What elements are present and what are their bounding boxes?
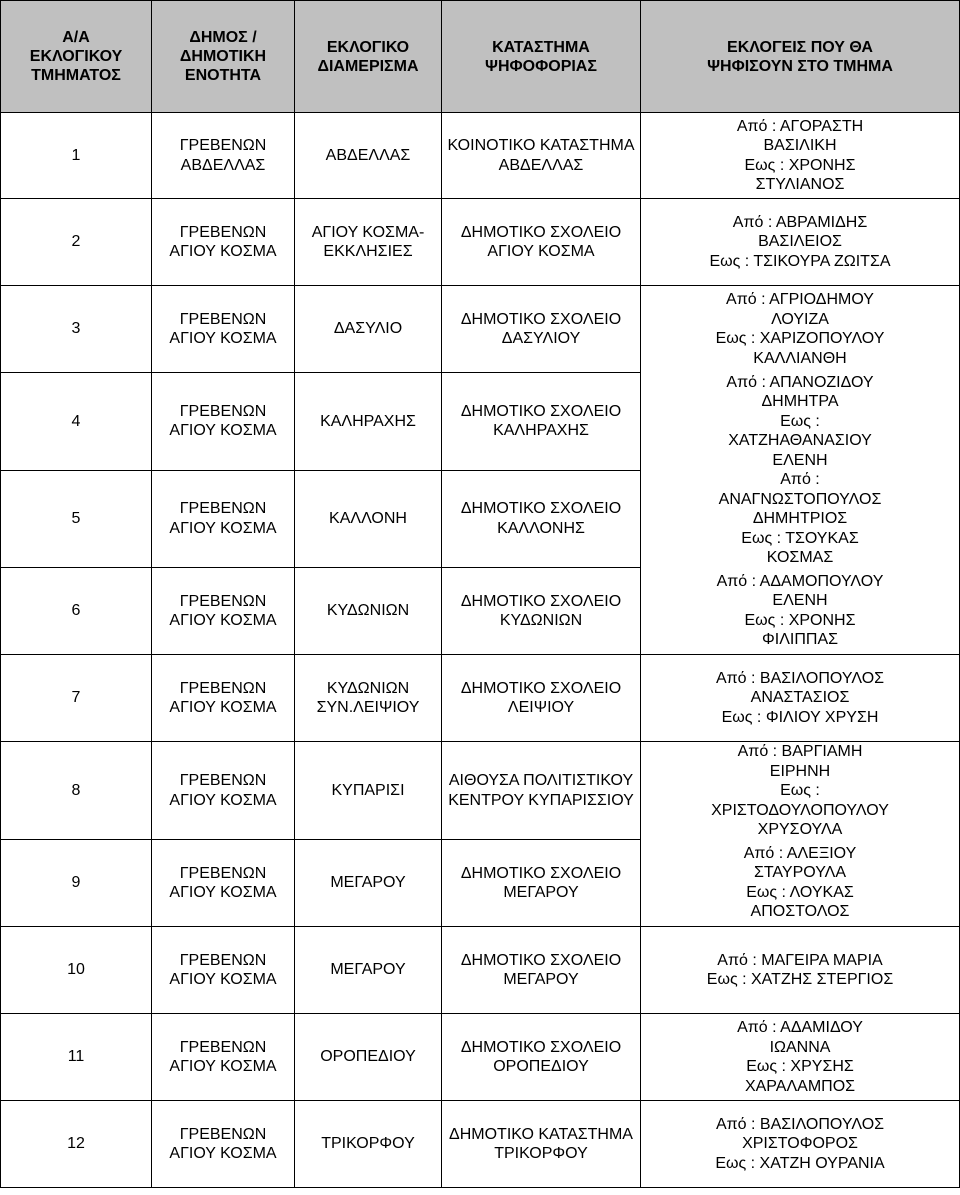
eklogeis-cell	[641, 373, 960, 471]
eklogeis-cell	[641, 742, 960, 840]
cell-line: ΕΚΚΛΗΣΙΕΣ	[323, 243, 413, 260]
cell-line: Εως : ΧΑΤΖΗΣ ΣΤΕΡΓΙΟΣ	[706, 971, 894, 988]
cell-line: ΑΙΘΟΥΣΑ ΠΟΛΙΤΙΣΤΙΚΟΥ	[448, 772, 634, 789]
cell-line: ΓΡΕΒΕΝΩΝ	[179, 137, 267, 154]
cell-line: ΑΓΙΟΥ ΚΟΣΜΑ	[169, 791, 277, 809]
cell-line: ΓΡΕΒΕΝΩΝ	[179, 1038, 267, 1056]
diamerisma-cell	[295, 742, 442, 840]
cell-line: ΔΗΜΟΤΙΚΟ ΣΧΟΛΕΙΟ	[460, 864, 622, 882]
cell-line: ΒΑΣΙΛΙΚΗ	[763, 137, 837, 154]
cell-line: Εως : ΛΟΥΚΑΣ	[746, 883, 854, 901]
dimos-cell	[152, 840, 295, 927]
cell-line: ΦΙΛΙΠΠΑΣ	[761, 631, 838, 649]
header-line: ΔΗΜΟΤΙΚΗ	[179, 48, 267, 65]
cell-line: ΔΗΜΟΤΙΚΟ ΣΧΟΛΕΙΟ	[460, 402, 622, 420]
cell-line: ΓΡΕΒΕΝΩΝ	[179, 310, 267, 328]
diamerisma-cell	[295, 286, 442, 373]
dimos-cell	[152, 373, 295, 471]
cell-line: ΑΓΙΟΥ ΚΟΣΜΑ	[169, 971, 277, 988]
cell-line: Εως : ΧΡΟΝΗΣ	[744, 156, 856, 174]
row-number: 5	[1, 470, 152, 568]
diamerisma-cell	[295, 373, 442, 471]
dimos-cell	[152, 655, 295, 742]
cell-line: Εως :	[780, 412, 820, 430]
cell-line: ΣΤΑΥΡΟΥΛΑ	[753, 864, 847, 882]
header-line: ΕΚΛΟΓΕΙΣ ΠΟΥ ΘΑ	[727, 38, 873, 56]
cell-line: ΓΡΕΒΕΝΩΝ	[179, 864, 267, 882]
dimos-cell	[152, 742, 295, 840]
cell-line: ΑΒΔΕΛΛΑΣ	[325, 146, 411, 164]
cell-line: ΔΗΜΟΤΙΚΟ ΣΧΟΛΕΙΟ	[460, 951, 622, 969]
cell-line: ΜΕΓΑΡΟΥ	[503, 884, 579, 901]
cell-line: ΚΥΔΩΝΙΩΝ	[326, 679, 410, 697]
dimos-cell	[152, 927, 295, 1014]
diamerisma-cell	[295, 1101, 442, 1188]
cell-line: ΚΥΠΑΡΙΣΙ	[331, 781, 405, 799]
cell-line: Εως : ΧΑΡΙΖΟΠΟΥΛΟΥ	[715, 330, 885, 348]
cell-line: ΒΑΣΙΛΕΙΟΣ	[758, 233, 842, 251]
row-number: 1	[1, 113, 152, 199]
header-dimos	[152, 1, 295, 113]
cell-line: Από : ΑΓΡΙΟΔΗΜΟΥ	[726, 291, 874, 309]
cell-line: ΑΓΙΟΥ ΚΟΣΜΑ	[169, 330, 277, 347]
header-line: ΕΚΛΟΓΙΚΟΥ	[29, 48, 123, 65]
header-line: ΔΙΑΜΕΡΙΣΜΑ	[317, 57, 419, 75]
header-aa	[1, 1, 152, 113]
cell-line: Από : ΑΠΑΝΟΖΙΔΟΥ	[726, 373, 874, 391]
cell-line: ΓΡΕΒΕΝΩΝ	[179, 1125, 267, 1143]
header-line: ΚΑΤΑΣΤΗΜΑ	[492, 38, 590, 56]
diamerisma-cell	[295, 1014, 442, 1101]
cell-line: Εως : ΤΣΟΥΚΑΣ	[741, 529, 859, 547]
header-line: ΕΝΟΤΗΤΑ	[184, 67, 262, 84]
cell-line: ΕΛΕΝΗ	[772, 451, 828, 469]
cell-line: ΕΛΕΝΗ	[772, 592, 828, 610]
katastima-cell	[442, 199, 641, 286]
header-line: Α/Α	[62, 29, 90, 46]
cell-line: ΚΟΣΜΑΣ	[766, 549, 834, 566]
cell-line: ΚΑΛΛΟΝΗ	[329, 510, 407, 527]
katastima-cell	[442, 373, 641, 471]
cell-line: ΙΩΑΝΝΑ	[769, 1038, 831, 1056]
cell-line: ΟΡΟΠΕΔΙΟΥ	[320, 1048, 416, 1066]
header-line: ΨΗΦΙΣΟΥΝ ΣΤΟ ΤΜΗΜΑ	[707, 57, 893, 75]
row-number: 7	[1, 655, 152, 742]
cell-line: Από : ΑΒΡΑΜΙΔΗΣ	[732, 213, 868, 231]
diamerisma-cell	[295, 927, 442, 1014]
cell-line: ΚΑΛΗΡΑΧΗΣ	[493, 422, 589, 440]
row-number: 9	[1, 840, 152, 927]
katastima-cell	[442, 286, 641, 373]
row-number: 2	[1, 199, 152, 286]
table-row	[1, 1101, 960, 1188]
katastima-cell	[442, 113, 641, 199]
table-row	[1, 1014, 960, 1101]
cell-line: Εως : ΧΡΟΝΗΣ	[744, 611, 856, 629]
table-row	[1, 470, 960, 568]
eklogeis-cell	[641, 199, 960, 286]
table-row	[1, 840, 960, 927]
cell-line: ΓΡΕΒΕΝΩΝ	[179, 592, 267, 610]
cell-line: ΣΤΥΛΙΑΝΟΣ	[755, 176, 845, 193]
cell-line: ΓΡΕΒΕΝΩΝ	[179, 500, 267, 518]
table-row	[1, 373, 960, 471]
diamerisma-cell	[295, 655, 442, 742]
table-row	[1, 113, 960, 199]
cell-line: ΑΝΑΓΝΩΣΤΟΠΟΥΛΟΣ	[718, 490, 882, 508]
cell-line: ΑΓΙΟΥ ΚΟΣΜΑ	[169, 1058, 277, 1075]
katastima-cell	[442, 1014, 641, 1101]
cell-line: ΔΗΜΗΤΡΑ	[761, 393, 839, 410]
row-number: 10	[1, 927, 152, 1014]
row-number: 3	[1, 286, 152, 373]
cell-line: ΑΓΙΟΥ ΚΟΣΜΑ	[169, 699, 277, 716]
eklogeis-cell	[641, 655, 960, 742]
header-line: ΨΗΦΟΦΟΡΙΑΣ	[485, 57, 597, 75]
table-row	[1, 655, 960, 742]
katastima-cell	[442, 470, 641, 568]
table-row	[1, 742, 960, 840]
cell-line: ΤΡΙΚΟΡΦΟΥ	[321, 1135, 415, 1153]
cell-line: ΣΥΝ.ΛΕΙΨΙΟΥ	[316, 699, 420, 716]
cell-line: ΑΓΙΟΥ ΚΟΣΜΑ-	[311, 223, 425, 241]
cell-line: ΧΡΙΣΤΟΦΟΡΟΣ	[742, 1135, 858, 1153]
katastima-cell	[442, 742, 641, 840]
dimos-cell	[152, 113, 295, 199]
header-katastima	[442, 1, 641, 113]
diamerisma-cell	[295, 568, 442, 655]
diamerisma-cell	[295, 113, 442, 199]
dimos-cell	[152, 199, 295, 286]
cell-line: ΚΟΙΝΟΤΙΚΟ ΚΑΤΑΣΤΗΜΑ	[447, 137, 635, 154]
header-diamerisma	[295, 1, 442, 113]
cell-line: ΟΡΟΠΕΔΙΟΥ	[493, 1058, 589, 1075]
dimos-cell	[152, 1014, 295, 1101]
katastima-cell	[442, 927, 641, 1014]
cell-line: ΤΡΙΚΟΡΦΟΥ	[494, 1145, 588, 1162]
cell-line: ΧΡΥΣΟΥΛΑ	[757, 821, 843, 838]
table-row	[1, 199, 960, 286]
cell-line: ΜΕΓΑΡΟΥ	[330, 874, 406, 892]
cell-line: Από : ΜΑΓΕΙΡΑ ΜΑΡΙΑ	[717, 951, 883, 969]
cell-line: ΜΕΓΑΡΟΥ	[330, 961, 406, 979]
cell-line: ΑΝΑΣΤΑΣΙΟΣ	[750, 689, 850, 707]
cell-line: ΔΗΜΗΤΡΙΟΣ	[752, 510, 848, 527]
dimos-cell	[152, 286, 295, 373]
diamerisma-cell	[295, 840, 442, 927]
cell-line: ΧΑΤΖΗΑΘΑΝΑΣΙΟΥ	[728, 432, 872, 449]
dimos-cell	[152, 470, 295, 568]
cell-line: ΚΕΝΤΡΟΥ ΚΥΠΑΡΙΣΣΙΟΥ	[448, 791, 634, 809]
cell-line: ΔΗΜΟΤΙΚΟ ΣΧΟΛΕΙΟ	[460, 592, 622, 610]
cell-line: ΓΡΕΒΕΝΩΝ	[179, 679, 267, 697]
cell-line: ΚΥΔΩΝΙΩΝ	[499, 612, 583, 629]
cell-line: Από : ΑΔΑΜΙΔΟΥ	[737, 1019, 863, 1036]
eklogeis-cell	[641, 286, 960, 373]
row-number: 4	[1, 373, 152, 471]
eklogeis-cell	[641, 840, 960, 927]
cell-line: ΑΓΙΟΥ ΚΟΣΜΑ	[169, 243, 277, 260]
cell-line: ΑΓΙΟΥ ΚΟΣΜΑ	[169, 884, 277, 901]
katastima-cell	[442, 568, 641, 655]
cell-line: ΔΗΜΟΤΙΚΟ ΣΧΟΛΕΙΟ	[460, 679, 622, 697]
cell-line: ΔΗΜΟΤΙΚΟ ΚΑΤΑΣΤΗΜΑ	[449, 1125, 633, 1143]
cell-line: ΔΑΣΥΛΙΟΥ	[501, 330, 581, 347]
cell-line: ΔΑΣΥΛΙΟ	[333, 320, 403, 338]
katastima-cell	[442, 1101, 641, 1188]
cell-line: ΓΡΕΒΕΝΩΝ	[179, 772, 267, 789]
row-number: 6	[1, 568, 152, 655]
diamerisma-cell	[295, 199, 442, 286]
cell-line: Από : ΒΑΣΙΛΟΠΟΥΛΟΣ	[715, 669, 885, 687]
cell-line: ΓΡΕΒΕΝΩΝ	[179, 223, 267, 241]
cell-line: Εως : ΤΣΙΚΟΥΡΑ ΖΩΙΤΣΑ	[709, 252, 891, 270]
cell-line: Από : ΑΔΑΜΟΠΟΥΛΟΥ	[716, 572, 884, 590]
table-row	[1, 286, 960, 373]
eklogeis-cell	[641, 927, 960, 1014]
table-row	[1, 927, 960, 1014]
table-body	[1, 113, 960, 1188]
katastima-cell	[442, 655, 641, 742]
cell-line: ΑΓΙΟΥ ΚΟΣΜΑ	[169, 1145, 277, 1162]
cell-line: ΑΓΙΟΥ ΚΟΣΜΑ	[169, 519, 277, 537]
header-line: ΔΗΜΟΣ /	[189, 29, 257, 46]
dimos-cell	[152, 1101, 295, 1188]
header-line: ΕΚΛΟΓΙΚΟ	[326, 38, 410, 56]
cell-line: Εως : ΧΑΤΖΗ ΟΥΡΑΝΙΑ	[715, 1154, 885, 1172]
cell-line: ΔΗΜΟΤΙΚΟ ΣΧΟΛΕΙΟ	[460, 500, 622, 518]
header-line: ΤΜΗΜΑΤΟΣ	[31, 67, 121, 84]
header-row	[1, 1, 960, 113]
cell-line: ΑΒΔΕΛΛΑΣ	[180, 156, 266, 174]
cell-line: ΚΑΛΛΙΑΝΘΗ	[753, 349, 847, 367]
cell-line: ΓΡΕΒΕΝΩΝ	[179, 951, 267, 969]
cell-line: ΓΡΕΒΕΝΩΝ	[179, 402, 267, 420]
row-number: 8	[1, 742, 152, 840]
cell-line: ΜΕΓΑΡΟΥ	[503, 971, 579, 988]
row-number: 12	[1, 1101, 152, 1188]
row-number: 11	[1, 1014, 152, 1101]
cell-line: ΛΕΙΨΙΟΥ	[507, 699, 575, 716]
eklogeis-cell	[641, 568, 960, 655]
eklogeis-cell	[641, 470, 960, 568]
cell-line: ΑΓΙΟΥ ΚΟΣΜΑ	[169, 422, 277, 440]
cell-line: Από : ΑΛΕΞΙΟΥ	[743, 844, 857, 862]
cell-line: Εως :	[780, 782, 820, 799]
cell-line: ΔΗΜΟΤΙΚΟ ΣΧΟΛΕΙΟ	[460, 1038, 622, 1056]
eklogeis-cell	[641, 1014, 960, 1101]
cell-line: ΑΠΟΣΤΟΛΟΣ	[750, 903, 850, 921]
cell-line: ΧΡΙΣΤΟΔΟΥΛΟΠΟΥΛΟΥ	[711, 801, 889, 819]
cell-line: Εως : ΧΡΥΣΗΣ	[746, 1058, 854, 1075]
katastima-cell	[442, 840, 641, 927]
cell-line: ΧΑΡΑΛΑΜΠΟΣ	[744, 1077, 856, 1095]
cell-line: Εως : ΦΙΛΙΟΥ ΧΡΥΣΗ	[721, 708, 879, 726]
eklogeis-cell	[641, 113, 960, 199]
dimos-cell	[152, 568, 295, 655]
cell-line: Από :	[780, 471, 820, 488]
table-row	[1, 568, 960, 655]
cell-line: ΑΒΔΕΛΛΑΣ	[498, 156, 584, 174]
cell-line: Από : ΑΓΟΡΑΣΤΗ	[736, 117, 864, 135]
cell-line: ΛΟΥΙΖΑ	[771, 310, 829, 328]
cell-line: ΚΥΔΩΝΙΩΝ	[326, 602, 410, 620]
cell-line: ΑΓΙΟΥ ΚΟΣΜΑ	[169, 612, 277, 629]
cell-line: ΕΙΡΗΝΗ	[769, 762, 831, 780]
cell-line: ΚΑΛΛΟΝΗΣ	[497, 519, 585, 537]
cell-line: Από : ΒΑΡΓΙΑΜΗ	[737, 743, 863, 760]
cell-line: Από : ΒΑΣΙΛΟΠΟΥΛΟΣ	[715, 1115, 885, 1133]
header-eklogeis	[641, 1, 960, 113]
eklogeis-cell	[641, 1101, 960, 1188]
cell-line: ΚΑΛΗΡΑΧΗΣ	[320, 412, 416, 430]
cell-line: ΑΓΙΟΥ ΚΟΣΜΑ	[487, 243, 595, 260]
diamerisma-cell	[295, 470, 442, 568]
cell-line: ΔΗΜΟΤΙΚΟ ΣΧΟΛΕΙΟ	[460, 310, 622, 328]
cell-line: ΔΗΜΟΤΙΚΟ ΣΧΟΛΕΙΟ	[460, 223, 622, 241]
